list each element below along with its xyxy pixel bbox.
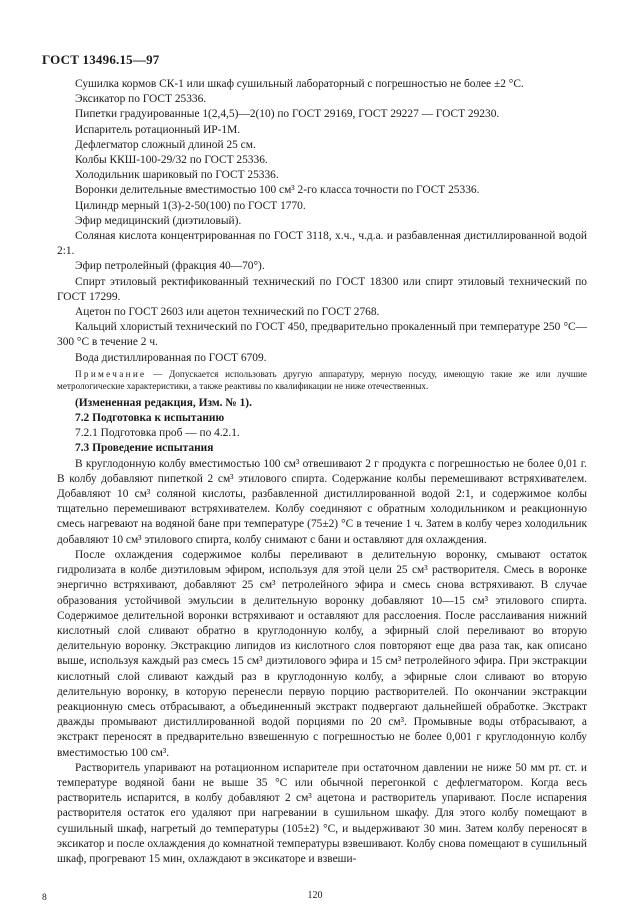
equipment-line: Эфир медицинский (диэтиловый).: [75, 214, 242, 227]
section-heading-7-2: 7.2 Подготовка к испытанию: [75, 412, 225, 425]
note-label: Примечание: [75, 368, 147, 379]
page-number-center: 120: [307, 890, 323, 901]
equipment-line: Пипетки градуированные 1(2,4,5)—2(10) по ГОСТ 29169, ГОСТ 29227 — ГОСТ 29230.: [75, 108, 500, 121]
equipment-line: Ацетон по ГОСТ 2603 или ацетон технический по ГОСТ 2768.: [75, 306, 380, 319]
equipment-line: Сушилка кормов СК-1 или шкаф сушильный лабораторный с погрешностью не более ±2 °С.: [75, 78, 524, 90]
revision-note: (Измененная редакция, Изм. № 1).: [75, 396, 252, 409]
procedure-paragraph: Растворитель упаривают на ротационном испарителе при остаточном давлении не ниже 50 мм рт. ст. и температуре водяной бани не выше 35 °С или обычной перегонкой с дефлегматором. Когда весь растворитель испарится, в колбу добавляют 2 см³ ацетона и растворитель упаривают. После испарения растворителя остаток его удаляют при нагревании в сушильном шкафу. Для этого колбу помещают в сушильный шкаф, нагретый до температуры (105±2) °С, и выдерживают 30 мин. Затем колбу переносят в эксикатор и после охлаждения до комнатной температуры взвешивают. Колбу снова помещают в сушильный шкаф, прогревают 15 мин, охлаждают в эксикаторе и взвеши-: [57, 761, 587, 865]
equipment-line: Цилиндр мерный 1(3)-2-50(100) по ГОСТ 1770.: [75, 199, 306, 212]
document-header: ГОСТ 13496.15—97: [42, 52, 160, 67]
equipment-line: Эксикатор по ГОСТ 25336.: [75, 93, 207, 106]
equipment-line: Испаритель ротационный ИР-1М.: [75, 123, 241, 136]
equipment-line: Вода дистиллированная по ГОСТ 6709.: [75, 351, 267, 364]
section-heading-7-3: 7.3 Проведение испытания: [75, 442, 214, 455]
equipment-line: Эфир петролейный (фракция 40—70°).: [75, 260, 265, 273]
equipment-line: Воронки делительные вместимостью 100 см³ 2-го класса точности по ГОСТ 25336.: [75, 184, 480, 197]
equipment-line: Колбы ККШ-100-29/32 по ГОСТ 25336.: [75, 154, 268, 167]
page-body: [57, 77, 587, 867]
section-item-7-2-1: 7.2.1 Подготовка проб — по 4.2.1.: [75, 427, 240, 440]
note: [57, 368, 587, 393]
equipment-line: Соляная кислота концентрированная по ГОСТ 3118, х.ч., ч.д.а. и разбавленная дистиллированной водой 2:1.: [57, 230, 587, 258]
equipment-line: Холодильник шариковый по ГОСТ 25336.: [75, 169, 279, 182]
equipment-line: Кальций хлористый технический по ГОСТ 450, предварительно прокаленный при температуре 250 °С—300 °С в течение 2 ч.: [57, 321, 587, 349]
procedure-paragraph: После охлаждения содержимое колбы переливают в делительную воронку, смывают остаток гидролизата в колбе диэтиловым эфиром, используя для этой цели 25 см³ растворителя. Смесь в воронке энергично встряхивают, добавляют 25 см³ петролейного эфира и смесь снова встряхивают. В случае образования устойчивой эмульсии в делительную воронку добавляют 10—15 см³ этилового спирта. Содержимое делительной воронки встряхивают и оставляют для расслоения. После расслаивания нижний кислотный слой сливают обратно в круглодонную колбу, а эфирный слой переливают во вторую делительную воронку. Экстракцию липидов из кислотного слоя повторяют еще два раза так, как описано выше, используя каждый раз смесь 15 см³ диэтилового эфира и 15 см³ петролейного эфира. При экстракции кислотный слой сливают каждый раз в круглодонную колбу, а эфирные слои сливают во вторую делительную воронку, в которую перенесли первую порцию растворителей. По окончании экстракции реакционную смесь отбрасывают, а объединенный экстракт подвергают дальнейшей обработке. Экстракт дважды промывают дистиллированной водой порциями по 20 см³. Промывные воды отбрасывают, а экстракт переносят в предварительно взвешенную с погрешностью не более 0,001 г круглодонную колбу вместимостью 100 см³.: [57, 548, 587, 759]
equipment-line: Спирт этиловый ректификованный технический по ГОСТ 18300 или спирт этиловый технический по ГОСТ 17299.: [57, 275, 587, 303]
procedure-paragraph: В круглодонную колбу вместимостью 100 см³ отвешивают 2 г продукта с погрешностью не более 0,01 г. В колбу добавляют пипеткой 2 см³ этилового спирта. Содержание колбы перемешивают встряхивателем. Добавляют 10 см³ соляной кислоты, разбавленной дистиллированной водой 2:1, и содержимое колбы тщательно перемешивают встряхивателем. Колбу соединяют с обратным холодильником и реакционную смесь нагревают на водяной бане при температуре (75±2) °С в течение 1 ч. Затем в колбу через холодильник добавляют 10 см³ этилового спирта, колбу снимают с бани и оставляют для охлаждения.: [57, 457, 587, 546]
page-number-left: 8: [42, 893, 47, 903]
note-text: — Допускается использовать другую аппаратуру, мерную посуду, имеющую такие же или лучшие метрологические характеристики, а также реактивы по квалификации не ниже отечественных.: [57, 368, 587, 392]
equipment-line: Дефлегматор сложный длиной 25 см.: [75, 138, 256, 151]
